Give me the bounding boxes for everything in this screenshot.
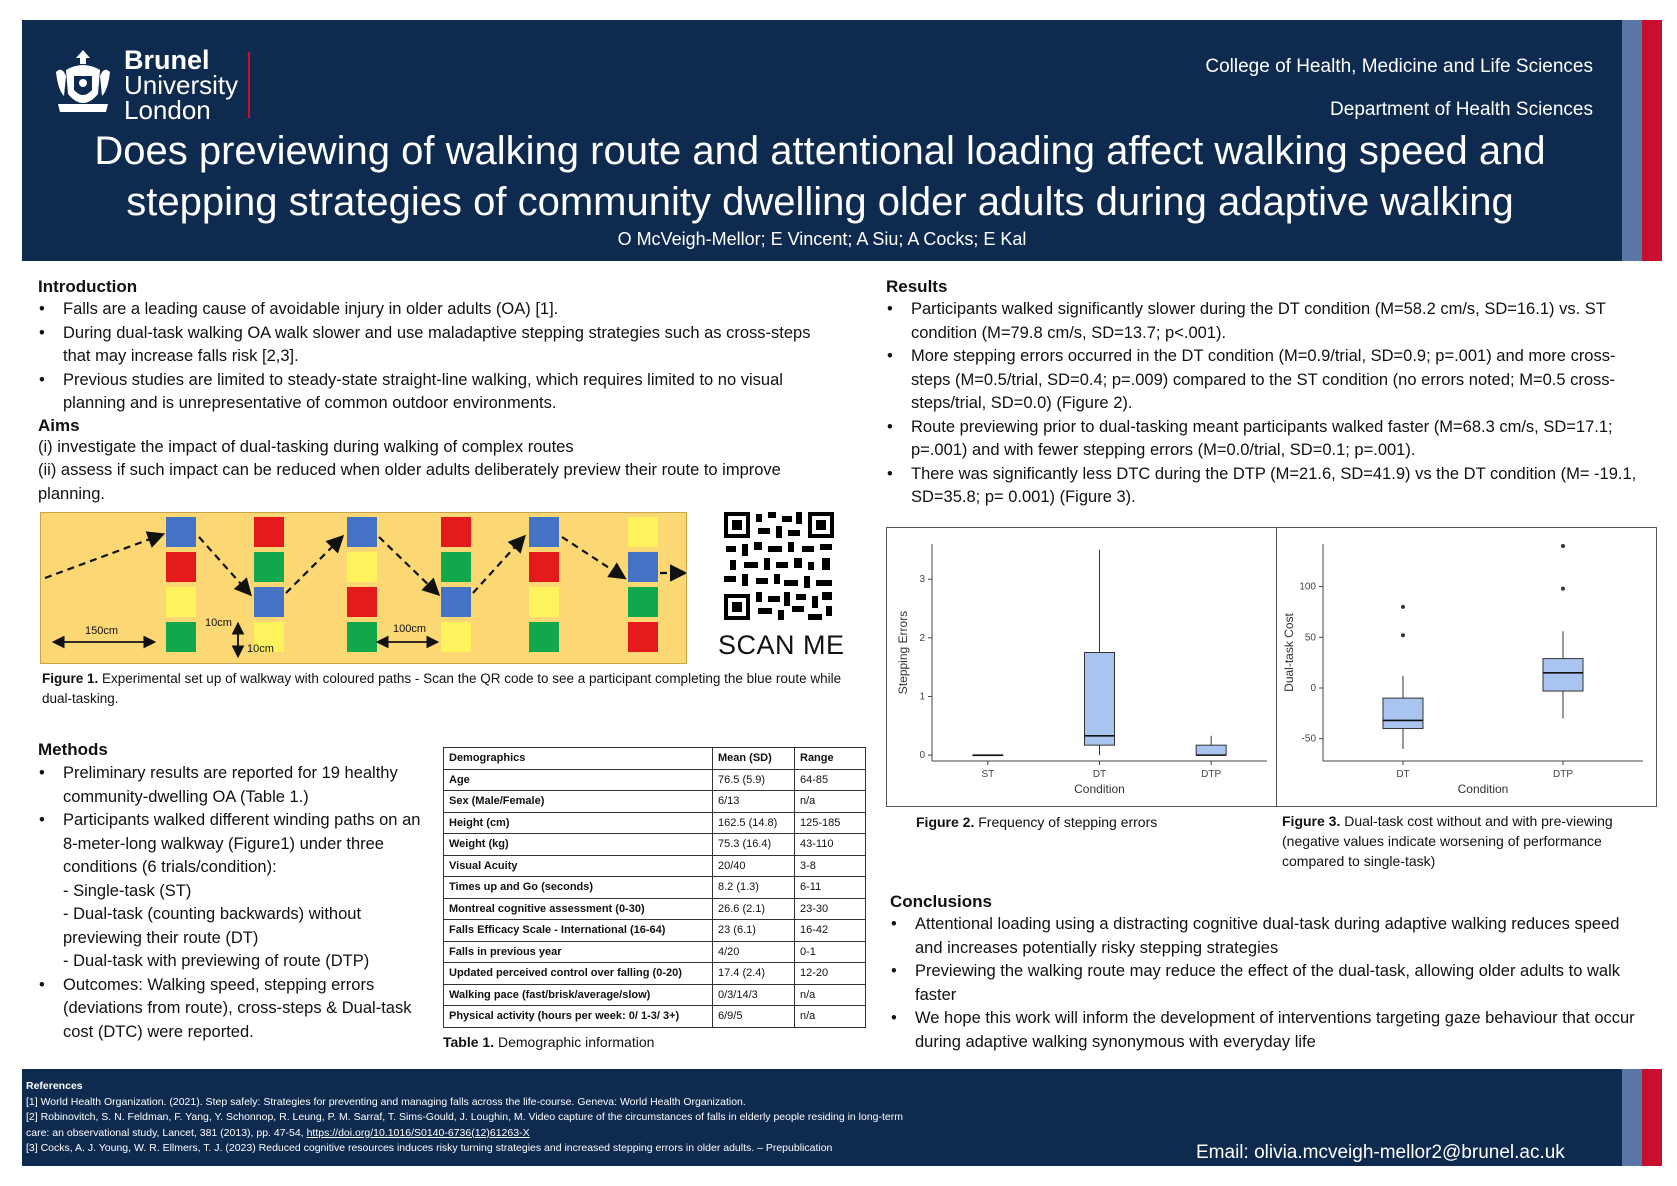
figure2-caption-text: Frequency of stepping errors	[974, 814, 1158, 830]
references-heading: References	[26, 1080, 83, 1092]
x-tick-label: DT	[1396, 769, 1410, 780]
table-row	[444, 769, 866, 791]
x-tick-label: DTP	[1201, 769, 1222, 780]
y-tick-label: 2	[919, 632, 925, 644]
table-cell: 0-1	[795, 941, 866, 963]
methods-sub-1: - Single-task (ST)	[63, 881, 192, 900]
references	[26, 1079, 906, 1157]
table-cell: 16-42	[795, 920, 866, 942]
box-dtp	[1543, 659, 1583, 691]
table-cell: 75.3 (16.4)	[713, 834, 795, 856]
distance-150cm: 150cm	[85, 625, 119, 637]
conclusions-bullet-1: • Attentional loading using a distracting cognitive dual-task during adaptive walking reduces speed and increases potentially risky stepping strategies	[915, 913, 1650, 960]
methods-bullet-2-text: Participants walked different winding paths on an 8-meter-long walkway (Figure1) under three conditions (6 trials/condition):	[63, 811, 421, 876]
demographics-table	[443, 747, 866, 1028]
results-section	[886, 277, 1646, 510]
department-name: Department of Health Sciences	[1330, 99, 1593, 120]
reference-2-text: [2] Robinovitch, S. N. Feldman, F. Yang, Y. Schonnop, R. Leung, P. M. Sarraf, T. Sims-Gould, J. Loughin, M. Video capture of the circumstances of falls in elderly people residing in long-term care: an observational study, Lancet, 381 (2013), pp. 47-54,	[26, 1111, 904, 1139]
table-cell: Visual Acuity	[444, 855, 713, 877]
table-cell: Age	[444, 769, 713, 791]
table-row	[444, 877, 866, 899]
table-cell: 12-20	[795, 963, 866, 985]
footer-stripe-blue	[1622, 1069, 1642, 1166]
table-cell: Falls Efficacy Scale - International (16-64)	[444, 920, 713, 942]
conclusions-bullet-2: • Previewing the walking route may reduce the effect of the dual-task, allowing older adults to walk faster	[915, 960, 1650, 1007]
aims-heading: Aims	[38, 415, 80, 435]
table-cell: Height (cm)	[444, 812, 713, 834]
table-cell: 4/20	[713, 941, 795, 963]
header-stripe-red	[1642, 20, 1662, 261]
methods-bullet-3: • Outcomes: Walking speed, stepping errors (deviations from route), cross-steps & Dual-task cost (DTC) were reported.	[63, 974, 428, 1045]
table-cell: Physical activity (hours per week: 0/ 1-3/ 3+)	[444, 1006, 713, 1028]
table-row	[444, 1006, 866, 1028]
results-list	[886, 298, 1646, 510]
table1-caption-text: Demographic information	[494, 1033, 655, 1050]
table-row	[444, 855, 866, 877]
logo-london: London	[124, 95, 211, 125]
table-row	[444, 984, 866, 1006]
x-axis-label: Condition	[1074, 782, 1125, 796]
y-tick-label: 0	[1310, 682, 1316, 694]
aims-line-1: (i) investigate the impact of dual-tasking during walking of complex routes	[38, 437, 574, 456]
table-header-cell: Demographics	[444, 748, 713, 770]
conclusions-list	[890, 913, 1650, 1054]
stepping-errors-boxplot	[887, 528, 1278, 806]
table-cell: Updated perceived control over falling (0-20)	[444, 963, 713, 985]
y-tick-label: 1	[919, 691, 925, 703]
introduction-bullet-1: • Falls are a leading cause of avoidable injury in older adults (OA) [1].	[63, 298, 838, 322]
table-cell: 26.6 (2.1)	[713, 898, 795, 920]
table-row	[444, 963, 866, 985]
outlier-point	[1401, 605, 1405, 609]
figure2-chart	[886, 527, 1279, 807]
table-header-row	[444, 748, 866, 770]
introduction-heading: Introduction	[38, 277, 138, 296]
table-cell: 125-185	[795, 812, 866, 834]
x-tick-label: DT	[1092, 769, 1107, 780]
methods-sub-2: - Dual-task (counting backwards) without previewing their route (DT)	[63, 905, 362, 947]
box-dt	[1383, 698, 1423, 728]
brunel-logo[interactable]	[52, 46, 262, 124]
qr-code[interactable]	[722, 510, 836, 622]
distance-100cm: 100cm	[393, 623, 427, 635]
figure3-caption	[1282, 811, 1627, 871]
title-line-2: stepping strategies of community dwelling older adults during adaptive walking	[126, 180, 1514, 224]
table-cell: n/a	[795, 791, 866, 813]
table-cell: 162.5 (14.8)	[713, 812, 795, 834]
introduction-list	[38, 298, 838, 416]
box-dtp	[1196, 745, 1226, 755]
table-cell: Falls in previous year	[444, 941, 713, 963]
aims-line-2: (ii) assess if such impact can be reduced when older adults deliberately preview their route to improve planning.	[38, 461, 781, 503]
table-cell: 20/40	[713, 855, 795, 877]
authors: O McVeigh-Mellor; E Vincent; A Siu; A Cocks; E Kal	[617, 229, 1027, 249]
demographics-table-wrap	[443, 747, 866, 1052]
logo-university: University	[124, 70, 239, 100]
methods-section	[38, 740, 428, 1044]
outlier-point	[1401, 633, 1405, 637]
reference-2	[26, 1110, 906, 1141]
college-name: College of Health, Medicine and Life Sciences	[1205, 56, 1593, 77]
methods-bullet-2	[63, 809, 428, 974]
table-cell: Sex (Male/Female)	[444, 791, 713, 813]
qr-code-icon	[722, 510, 836, 622]
figure1-caption-text: Experimental set up of walkway with coloured paths - Scan the QR code to see a participant completing the blue route while dual-tasking.	[42, 671, 842, 706]
introduction-section	[38, 277, 838, 506]
y-tick-label: 3	[919, 574, 925, 586]
methods-bullet-1: • Preliminary results are reported for 19 healthy community-dwelling OA (Table 1.)	[63, 762, 428, 809]
scan-me-label: SCAN ME	[718, 630, 845, 660]
table-cell: 8.2 (1.3)	[713, 877, 795, 899]
figure3-caption-text: Dual-task cost without and with pre-viewing (negative values indicate worsening of performance compared to single-task)	[1282, 813, 1613, 869]
box-dt	[1085, 653, 1115, 746]
results-heading: Results	[886, 277, 948, 296]
route-arrows	[41, 513, 686, 663]
table-row	[444, 898, 866, 920]
figure1-caption-label: Figure 1.	[42, 671, 99, 686]
outlier-point	[1561, 544, 1565, 548]
table-row	[444, 812, 866, 834]
logo-brunel: Brunel	[124, 45, 210, 75]
figure3-chart	[1276, 527, 1657, 807]
results-bullet-2: • More stepping errors occurred in the DT condition (M=0.9/trial, SD=0.9; p=.001) and more cross-steps (M=0.5/trial, SD=0.4; p=.009) compared to the ST condition (no errors noted; M=0.5 cross-steps/trial, SD=0.0) (Figure 2).	[911, 345, 1646, 416]
table1-caption-label: Table 1.	[443, 1033, 495, 1050]
x-axis-label: Condition	[1457, 782, 1509, 796]
table-cell: n/a	[795, 984, 866, 1006]
y-tick-label: -50	[1301, 733, 1316, 745]
dual-task-cost-boxplot	[1277, 528, 1656, 806]
table1-caption	[443, 1032, 866, 1052]
x-tick-label: ST	[981, 769, 995, 780]
table-row	[444, 791, 866, 813]
table-cell: Times up and Go (seconds)	[444, 877, 713, 899]
table-header-cell: Range	[795, 748, 866, 770]
poster-title	[30, 126, 1610, 228]
table-row	[444, 941, 866, 963]
conclusions-bullet-3: • We hope this work will inform the development of interventions targeting gaze behaviour that occur during adaptive walking synonymous with everyday life	[915, 1007, 1650, 1054]
results-bullet-4: • There was significantly less DTC during the DTP (M=21.6, SD=41.9) vs the DT condition (M= -19.1, SD=35.8; p= 0.001) (Figure 3).	[911, 463, 1646, 510]
logo-divider	[248, 52, 250, 118]
table-cell: 6-11	[795, 877, 866, 899]
methods-heading: Methods	[38, 740, 108, 759]
table-cell: 76.5 (5.9)	[713, 769, 795, 791]
table-cell: 23 (6.1)	[713, 920, 795, 942]
contact-email[interactable]: Email: olivia.mcveigh-mellor2@brunel.ac.uk	[1196, 1142, 1565, 1163]
conclusions-section	[890, 892, 1650, 1054]
distance-10cm-vertical: 10cm	[205, 617, 232, 629]
table-row	[444, 920, 866, 942]
table-cell: 43-110	[795, 834, 866, 856]
figure3-caption-label: Figure 3.	[1282, 813, 1341, 829]
methods-sub-3: - Dual-task with previewing of route (DTP)	[63, 952, 370, 970]
figure2-caption	[916, 812, 1276, 832]
table-cell: 0/3/14/3	[713, 984, 795, 1006]
figure1-caption	[42, 669, 852, 709]
table-row	[444, 834, 866, 856]
reference-3: [3] Cocks, A. J. Young, W. R. Ellmers, T. J. (2023) Reduced cognitive resources induces risky turning strategies and increased stepping errors in older adults. – Prepublication	[26, 1142, 833, 1154]
table-cell: 6/9/5	[713, 1006, 795, 1028]
y-tick-label: 0	[919, 750, 925, 762]
outlier-point	[1561, 587, 1565, 591]
walkway-diagram	[40, 512, 687, 664]
conclusions-heading: Conclusions	[890, 892, 993, 911]
table-cell: Weight (kg)	[444, 834, 713, 856]
table-cell: 17.4 (2.4)	[713, 963, 795, 985]
header-stripe-blue	[1622, 20, 1642, 261]
y-axis-label: Dual-task Cost	[1282, 613, 1296, 692]
table-cell: 6/13	[713, 791, 795, 813]
title-line-1: Does previewing of walking route and attentional loading affect walking speed and	[94, 129, 1546, 173]
introduction-bullet-2: • During dual-task walking OA walk slower and use maladaptive stepping strategies such as cross-steps that may increase falls risk [2,3].	[63, 322, 838, 369]
crest-icon	[52, 46, 114, 118]
introduction-bullet-3: • Previous studies are limited to steady-state straight-line walking, which requires limited to no visual planning and is unrepresentative of common outdoor environments.	[63, 369, 838, 416]
footer-stripe-red	[1642, 1069, 1662, 1166]
y-tick-label: 50	[1304, 632, 1316, 644]
reference-2-link[interactable]: https://doi.org/10.1016/S0140-6736(12)61263-X	[306, 1126, 530, 1139]
table-cell: Walking pace (fast/brisk/average/slow)	[444, 984, 713, 1006]
reference-1: [1] World Health Organization. (2021). Step safely: Strategies for preventing and managing falls across the life-course. Geneva: World Health Organization.	[26, 1095, 746, 1108]
x-tick-label: DTP	[1553, 769, 1573, 780]
y-axis-label: Stepping Errors	[896, 610, 910, 695]
y-tick-label: 100	[1299, 581, 1316, 593]
results-bullet-3: • Route previewing prior to dual-tasking meant participants walked faster (M=68.3 cm/s, SD=17.1; p=.001) and with fewer stepping errors (M=0.0/trial, SD=0.1; p=.001).	[911, 416, 1646, 463]
table-cell: 3-8	[795, 855, 866, 877]
table-header-cell: Mean (SD)	[713, 748, 795, 770]
table-cell: n/a	[795, 1006, 866, 1028]
results-bullet-1: • Participants walked significantly slower during the DT condition (M=58.2 cm/s, SD=16.1) vs. ST condition (M=79.8 cm/s, SD=13.7; p<.001).	[911, 298, 1646, 345]
figure2-caption-label: Figure 2.	[916, 814, 975, 830]
distance-10cm-horizontal: 10cm	[247, 643, 274, 655]
table-cell: 23-30	[795, 898, 866, 920]
table-cell: Montreal cognitive assessment (0-30)	[444, 898, 713, 920]
table-cell: 64-85	[795, 769, 866, 791]
methods-list	[38, 762, 428, 1044]
